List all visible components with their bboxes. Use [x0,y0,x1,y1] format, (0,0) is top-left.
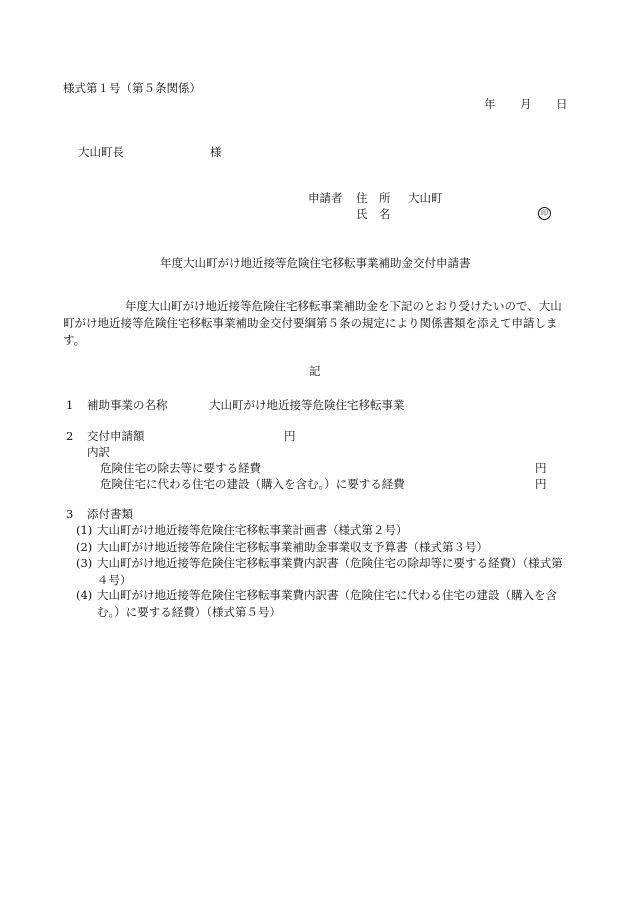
document-title: 年度大山町がけ地近接等危険住宅移転事業補助金交付申請書 [160,256,471,270]
item1-value: 大山町がけ地近接等危険住宅移転事業 [209,398,405,412]
doc-number: (3) [76,556,93,570]
seal-mark-icon: 印 [538,207,551,220]
item3-label: 添付書類 [87,507,133,521]
item2-number: 2 [66,429,74,443]
addressee-name: 大山町長 [78,145,124,159]
doc-number: (2) [76,540,93,554]
applicant-label: 申請者 [308,191,343,205]
item1-label: 補助事業の名称 [87,398,168,412]
breakdown-line: 危険住宅の除去等に要する経費 [100,461,261,475]
item1-number: 1 [66,398,74,412]
date-year-label: 年 [484,97,496,111]
addressee-honorific: 様 [210,145,222,159]
date-day-label: 日 [556,97,568,111]
breakdown-label: 内訳 [87,445,110,459]
doc-number: (1) [76,523,93,537]
item2-label: 交付申請額 [87,429,145,443]
date-month-label: 月 [520,97,532,111]
applicant-address-label: 住 所 [356,191,391,205]
body-text: 年度大山町がけ地近接等危険住宅移転事業補助金を下記のとおり受けたいので、大山町がけ地近接等危険住宅移転事業補助金交付要綱第５条の規定により関係書類を添えて申請します。 [63,299,562,347]
item3-number: 3 [66,507,74,521]
form-number: 様式第１号（第５条関係） [63,81,201,95]
breakdown-line-unit: 円 [535,461,547,475]
item2-unit: 円 [284,429,296,443]
breakdown-line: 危険住宅に代わる住宅の建設（購入を含む。）に要する経費 [100,477,405,491]
ki-heading: 記 [309,364,321,378]
doc-number: (4) [76,588,93,602]
doc-item: 大山町がけ地近接等危険住宅移転事業費内訳書（危険住宅の除却等に要する経費）（様式第４号） [97,556,563,587]
doc-item: 大山町がけ地近接等危険住宅移転事業計画書（様式第２号） [97,523,408,537]
applicant-address-value: 大山町 [408,191,443,205]
breakdown-line-unit: 円 [535,477,547,491]
doc-item: 大山町がけ地近接等危険住宅移転事業費内訳書（危険住宅に代わる住宅の建設（購入を含む。）に要する経費）（様式第５号） [97,588,557,619]
applicant-name-label: 氏 名 [356,207,391,221]
doc-item: 大山町がけ地近接等危険住宅移転事業補助金事業収支予算書（様式第３号） [97,540,488,554]
